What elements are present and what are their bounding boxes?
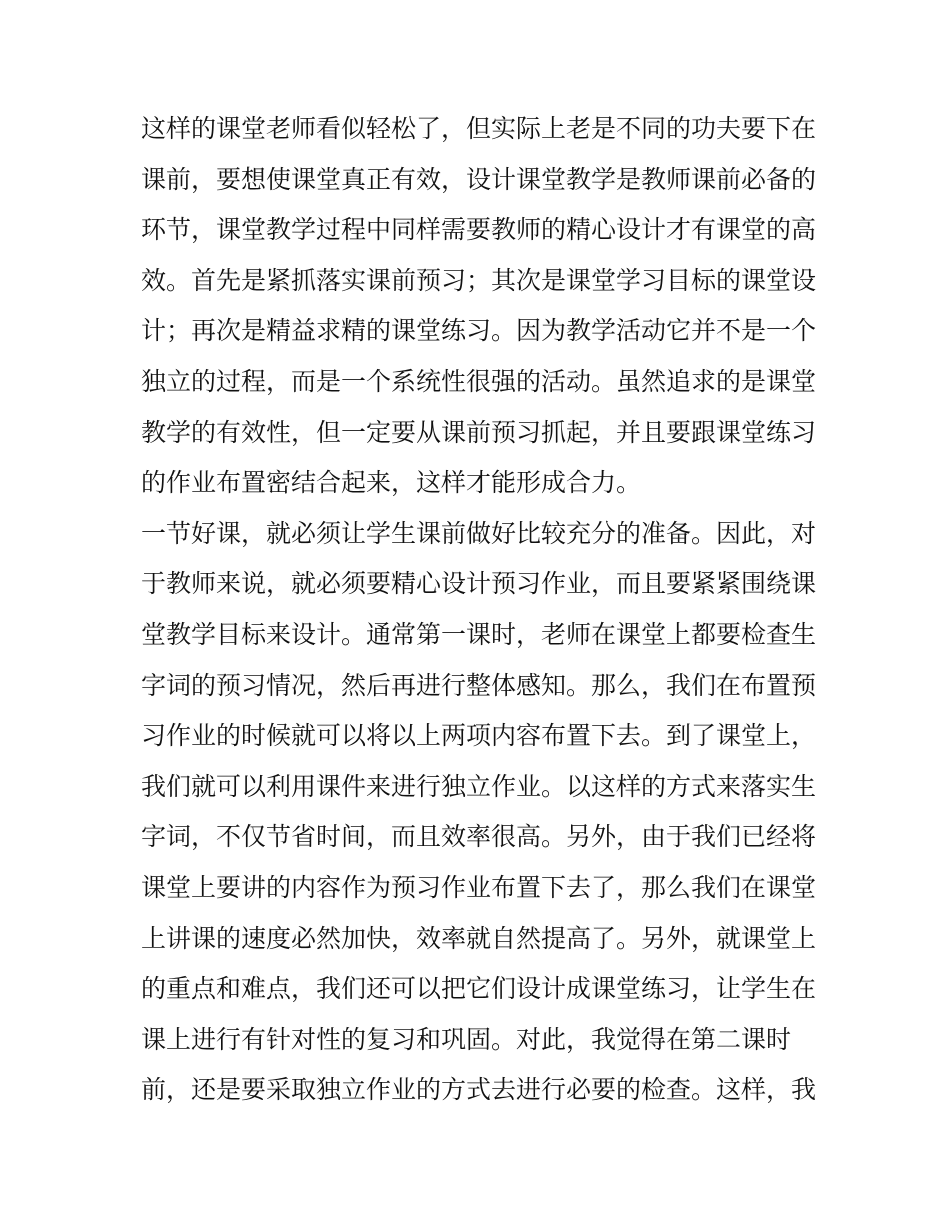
text-line: 课堂上要讲的内容作为预习作业布置下去了，那么我们在课堂	[141, 872, 817, 902]
body-text	[141, 104, 816, 1116]
text-line: 我们就可以利用课件来进行独立作业。以这样的方式来落实生	[141, 771, 817, 801]
text-line: 课上进行有针对性的复习和巩固。对此，我觉得在第二课时	[141, 1024, 792, 1054]
text-line: 的重点和难点，我们还可以把它们设计成课堂练习，让学生在	[141, 974, 817, 1004]
text-line: 于教师来说，就必须要精心设计预习作业，而且要紧紧围绕课	[141, 569, 817, 599]
text-line: 课前，要想使课堂真正有效，设计课堂教学是教师课前必备的	[141, 164, 817, 194]
text-line: 一节好课，就必须让学生课前做好比较充分的准备。因此，对	[141, 518, 817, 548]
text-line: 独立的过程，而是一个系统性很强的活动。虽然追求的是课堂	[141, 366, 817, 396]
text-line: 习作业的时候就可以将以上两项内容布置下去。到了课堂上，	[141, 721, 817, 751]
text-line: 前，还是要采取独立作业的方式去进行必要的检查。这样，我	[141, 1075, 817, 1105]
text-line: 这样的课堂老师看似轻松了，但实际上老是不同的功夫要下在	[141, 114, 817, 143]
text-line: 字词，不仅节省时间，而且效率很高。另外，由于我们已经将	[141, 822, 817, 852]
text-line: 效。首先是紧抓落实课前预习；其次是课堂学习目标的课堂设	[141, 265, 817, 295]
text-line: 堂教学目标来设计。通常第一课时，老师在课堂上都要检查生	[141, 619, 817, 649]
text-line: 的作业布置密结合起来，这样才能形成合力。	[141, 468, 642, 498]
text-line: 计；再次是精益求精的课堂练习。因为教学活动它并不是一个	[141, 316, 817, 346]
text-line: 教学的有效性，但一定要从课前预习抓起，并且要跟课堂练习	[141, 417, 817, 447]
text-line: 上讲课的速度必然加快，效率就自然提高了。另外，就课堂上	[141, 923, 817, 953]
text-line: 环节，课堂教学过程中同样需要教师的精心设计才有课堂的高	[141, 215, 817, 245]
text-line: 字词的预习情况，然后再进行整体感知。那么，我们在布置预	[141, 670, 817, 700]
